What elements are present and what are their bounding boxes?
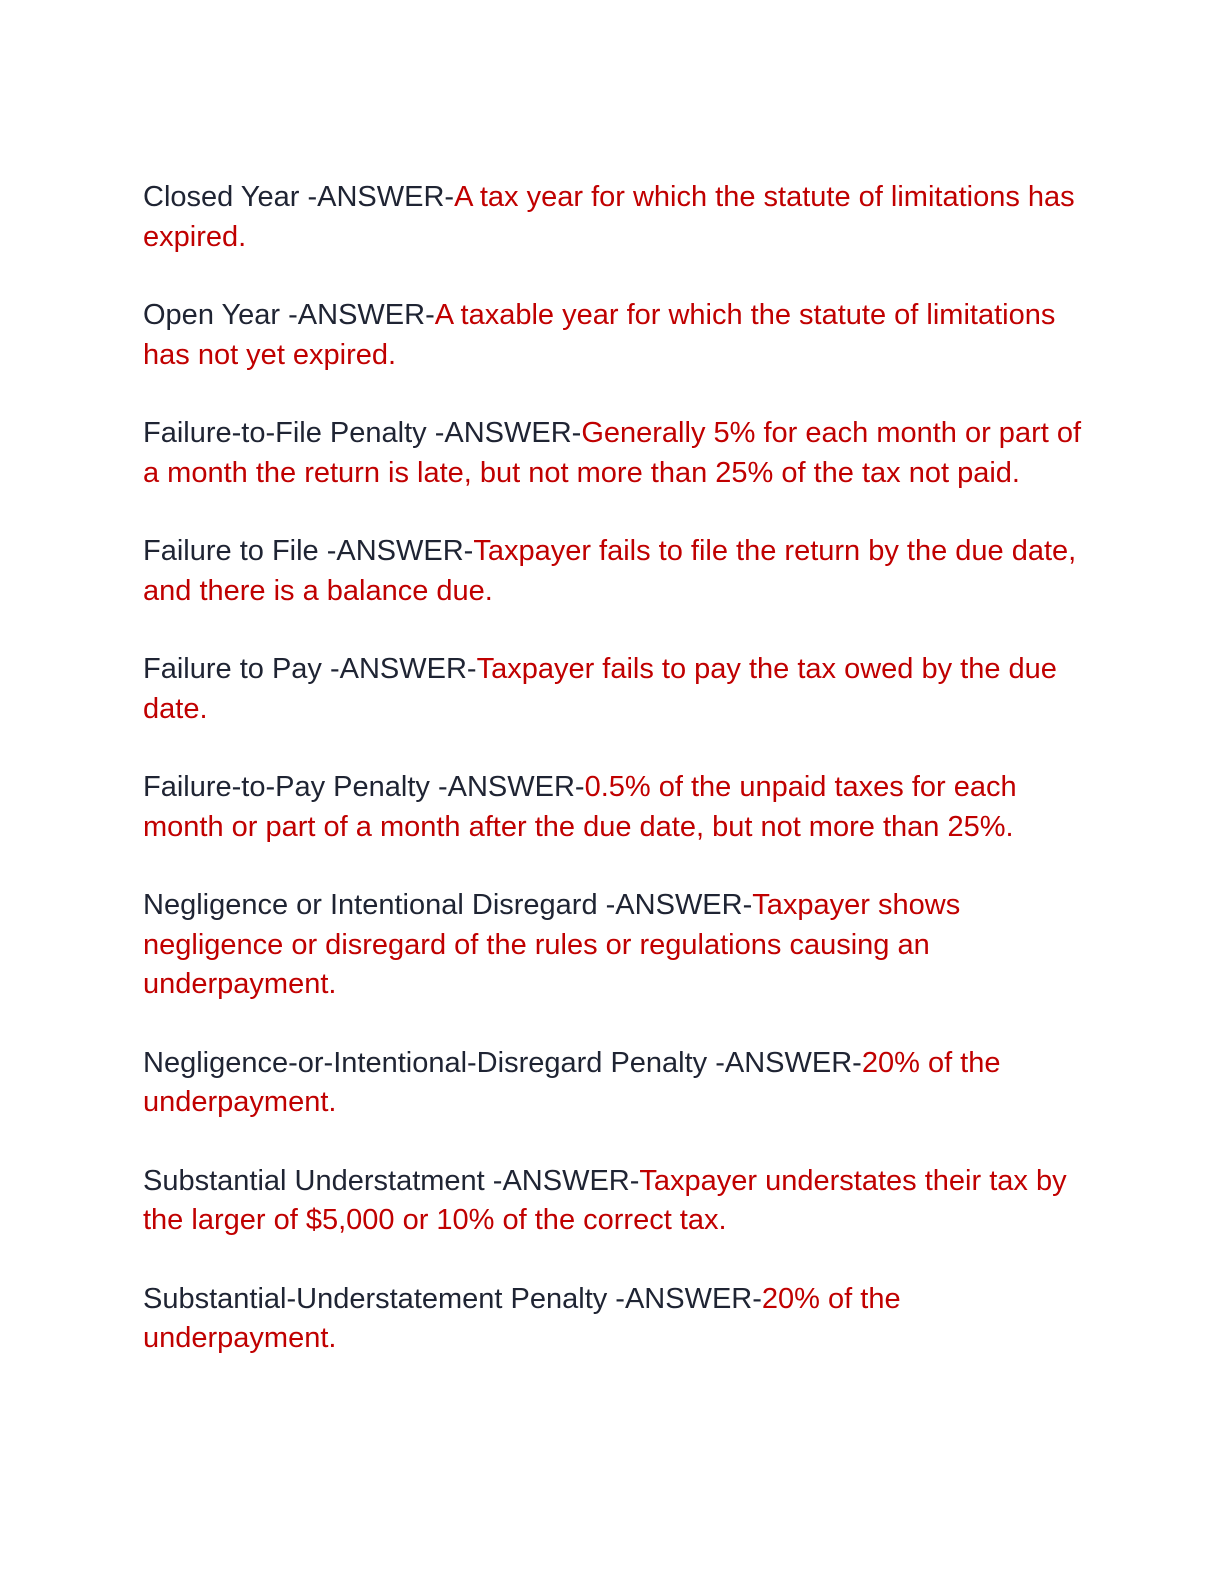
entry-answer: Taxpayer shows negligence or disregard of the rules or regulations causing an underpayment. [143, 889, 961, 1000]
entry-answer: Generally 5% for each month or part of a month the return is late, but not more than 25% of the tax not paid. [143, 417, 1082, 489]
entry-answer: Taxpayer fails to pay the tax owed by the due date. [143, 653, 1057, 725]
entry-term: Failure-to-Pay Penalty -ANSWER- [143, 771, 585, 803]
entry-term: Negligence-or-Intentional-Disregard Penalty -ANSWER- [143, 1046, 862, 1079]
entry-answer: Taxpayer fails to file the return by the due date, and there is a balance due. [143, 535, 1077, 607]
entry-answer: 0.5% of the unpaid taxes for each month or part of a month after the due date, but not more than 25%. [143, 771, 1017, 843]
qa-entry-failure-to-pay [143, 650, 1083, 729]
entry-answer: Taxpayer understates their tax by the larger of $5,000 or 10% of the correct tax. [143, 1164, 1067, 1236]
qa-entry-failure-to-file [143, 532, 1083, 611]
entry-answer: A tax year for which the statute of limitations has expired. [143, 181, 1075, 253]
entry-term: Failure-to-File Penalty -ANSWER- [143, 417, 582, 449]
qa-entry-negligence-or-intentional-disregard [143, 886, 1083, 1005]
entry-term: Failure to File -ANSWER- [143, 535, 474, 567]
entry-term: Substantial-Understatement Penalty -ANSWER- [143, 1282, 762, 1315]
qa-entry-closed-year [143, 178, 1083, 257]
entry-term: Closed Year -ANSWER- [143, 181, 455, 213]
entry-term: Failure to Pay -ANSWER- [143, 653, 477, 685]
entry-answer: A taxable year for which the statute of limitations has not yet expired. [143, 299, 1056, 371]
qa-entry-negligence-penalty [143, 1044, 1083, 1123]
entry-term: Substantial Understatment -ANSWER- [143, 1164, 640, 1197]
entry-answer: 20% of the underpayment. [143, 1282, 901, 1354]
document-page [143, 178, 1083, 1398]
entry-term: Negligence or Intentional Disregard -ANSWER- [143, 889, 753, 921]
qa-entry-substantial-understatement-penalty [143, 1280, 1083, 1359]
qa-entry-substantial-understatement [143, 1162, 1083, 1241]
entry-answer: 20% of the underpayment. [143, 1046, 1001, 1118]
qa-entry-open-year [143, 296, 1083, 375]
qa-entry-failure-to-pay-penalty [143, 768, 1083, 847]
qa-entry-failure-to-file-penalty [143, 414, 1083, 493]
entry-term: Open Year -ANSWER- [143, 299, 435, 331]
